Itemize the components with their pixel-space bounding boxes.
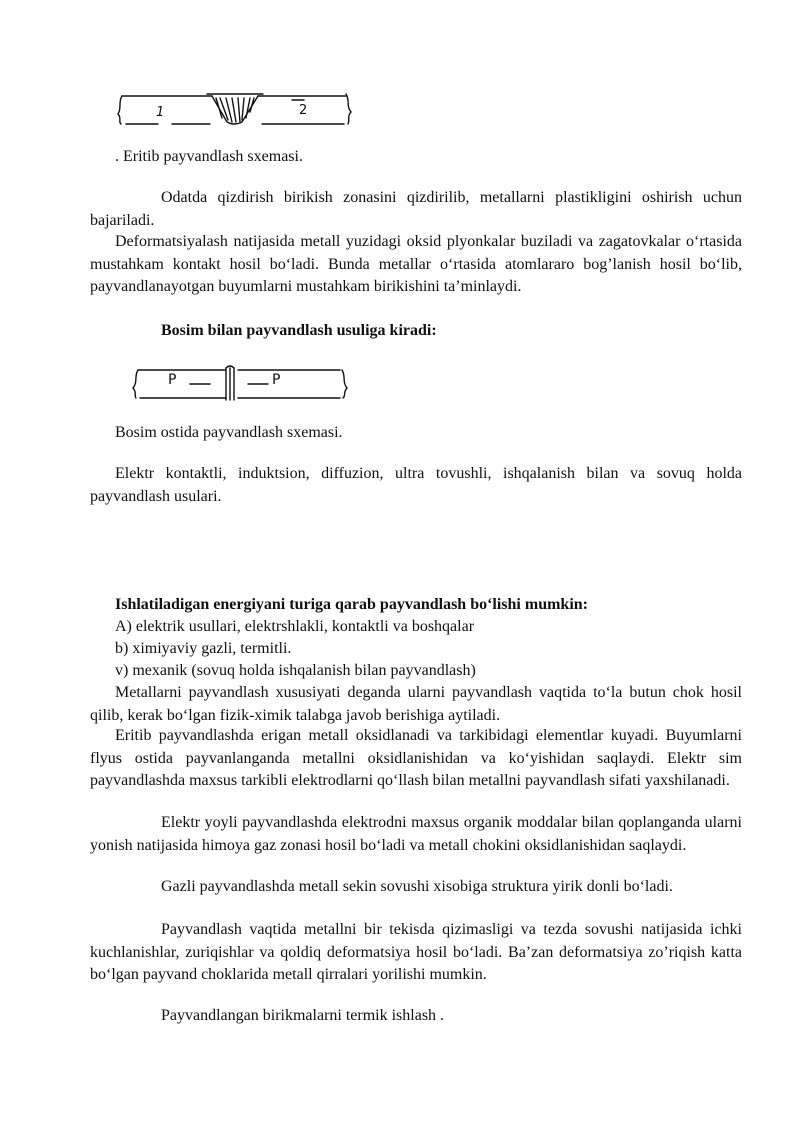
figure2-caption: Bosim ostida payvandlash sxemasi. <box>115 424 343 441</box>
paragraph-gas-welding: Gazli payvandlashda metall sekin sovushi xisobiga struktura yirik donli bo‘ladi. <box>161 878 673 895</box>
figure2-label-left: P <box>168 372 177 388</box>
paragraph-stresses: Payvandlash vaqtida metallni bir tekisda qizimasligi va tezda sovushi natijasida ichki kuchlanishlar, zuriqishlar va qoldiq deformatsiya hosil bo‘ladi. Ba’zan deformatsiya zo’riqish katta bo‘lgan payvand choklarida metall qirralari yorilishi mumkin. <box>90 921 742 983</box>
figure1-label-1: 1 <box>156 105 165 120</box>
heading-pressure-welding: Bosim bilan payvandlash usuliga kiradi: <box>161 322 437 339</box>
figure1-label-2: 2 <box>299 103 308 118</box>
paragraph-weldability: Metallarni payvandlash xususiyati deganda ularni payvandlash vaqtida to‘la butun chok hosil qilib, kerak bo‘lgan fizik-ximik talabga javob berishiga aytiladi. <box>90 684 742 724</box>
list-item: b) ximiyaviy gazli, termitli. <box>115 640 292 657</box>
list-item: A) elektrik usullari, elektrshlakli, kontaktli va boshqalar <box>115 618 475 635</box>
pressure-welding-sketch <box>126 364 352 404</box>
paragraph-fusion-oxidation: Eritib payvandlashda erigan metall oksidlanadi va tarkibidagi elementlar kuyadi. Buyumlarni flyus ostida payvanlanganda metallni oksidlanishidan va ko‘yishidan saqlaydi. Elektr sim payvandlashda maxsus tarkibli elektrodlarni qo‘llash bilan metallni payvandlash sifati yaxshilanadi. <box>90 727 742 789</box>
paragraph-deformation: Deformatsiyalash natijasida metall yuzidagi oksid plyonkalar buziladi va zagatovkalar o‘rtasida mustahkam kontakt hosil bo‘ladi. Bunda metallar o‘rtasida atomlararo bog’lanish hosil bo‘lib, payvandlanayotgan buyumlarni mustahkam birikishini ta’minlaydi. <box>90 233 742 295</box>
paragraph-heat-treatment: Payvandlangan birikmalarni termik ishlash . <box>161 1007 445 1024</box>
heading-energy-types: Ishlatiladigan energiyani turiga qarab payvandlash bo‘lishi mumkin: <box>115 596 588 613</box>
list-item: v) mexanik (sovuq holda ishqalanish bilan payvandlash) <box>115 662 476 679</box>
paragraph-methods: Elektr kontaktli, induktsion, diffuzion, ultra tovushli, ishqalanish bilan va sovuq holda payvandlash usulari. <box>90 465 742 505</box>
paragraph-arc-welding: Elektr yoyli payvandlashda elektrodni maxsus organik moddalar bilan qoplanganda ularni yonish natijasida himoya gaz zonasi hosil bo‘ladi va metall chokini oksidlanishidan saqlaydi. <box>90 814 742 854</box>
figure1-caption: . Eritib payvandlash sxemasi. <box>115 148 303 165</box>
fusion-welding-sketch <box>112 88 358 130</box>
paragraph-heating: Odatda qizdirish birikish zonasini qizdirilib, metallarni plastikligini oshirish uchun bajariladi. <box>90 189 742 229</box>
figure2-label-right: P <box>272 372 281 388</box>
